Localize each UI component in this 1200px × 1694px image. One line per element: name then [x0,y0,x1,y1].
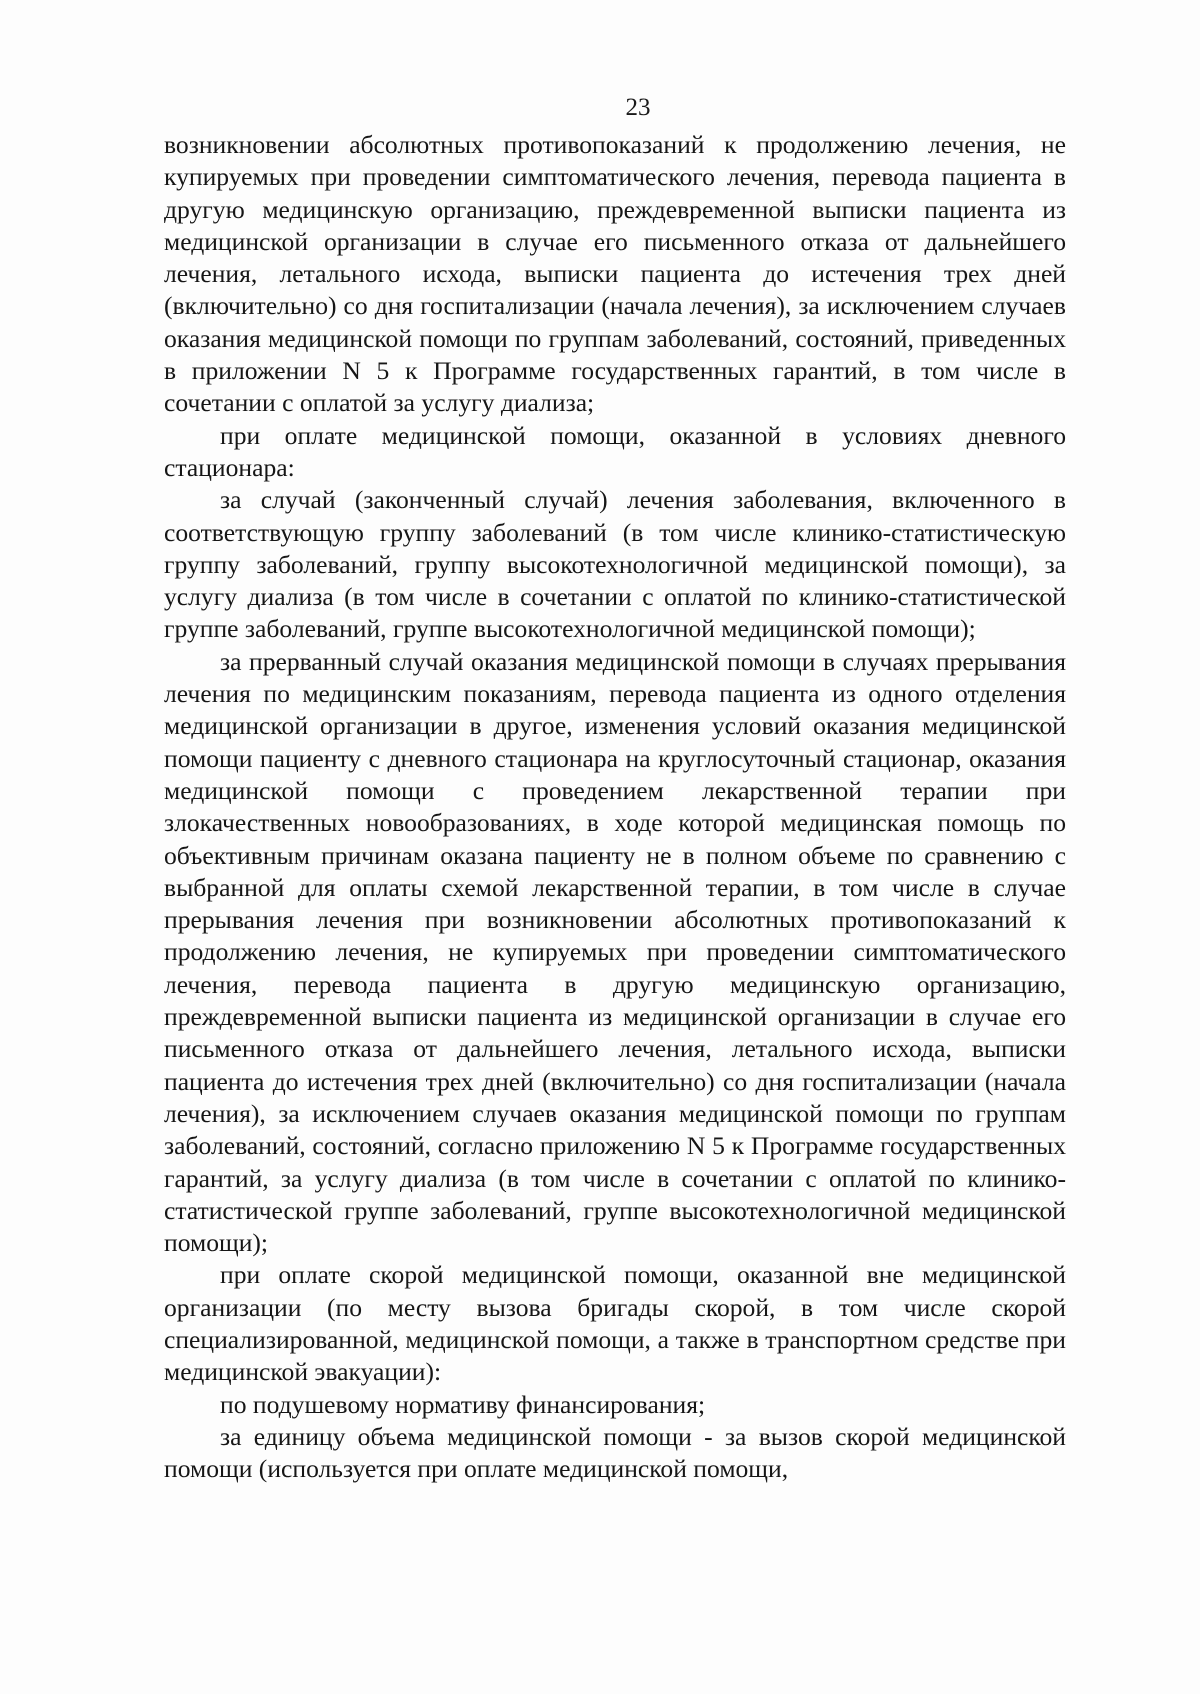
page-number: 23 [625,94,651,121]
document-body [164,129,1066,1485]
paragraph-per-capita: по подушевому нормативу финансирования; [220,1389,706,1419]
paragraph-continuation: возникновении абсолютных противопоказаний к продолжению лечения, не купируемых при проведении симптоматического лечения, перевода пациента в другую медицинскую организацию, преждевременной выписки пациента из медицинской организации в случае его письменного отказа от дальнейшего лечения, летального исхода, выписки пациента до истечения трех дней (включительно) со дня госпитализации (начала лечения), за исключением случаев оказания медицинской помощи по группам заболеваний, состояний, приведенных в приложении N 5 к Программе государственных гарантий, в том числе в сочетании с оплатой за услугу диализа; [164,130,1066,418]
paragraph-interrupted-case: за прерванный случай оказания медицинской помощи в случаях прерывания лечения по медицинским показаниям, перевода пациента из одного отделения медицинской организации в другое, изменения условий оказания медицинской помощи пациенту с дневного стационара на круглосуточный стационар, оказания медицинской помощи с проведением лекарственной терапии при злокачественных новообразованиях, в ходе которой медицинская помощь по объективным причинам оказана пациенту не в полном объеме по сравнению с выбранной для оплаты схемой лекарственной терапии, в том числе в случае прерывания лечения при возникновении абсолютных противопоказаний к продолжению лечения, не купируемых при проведении симптоматического лечения, перевода пациента в другую медицинскую организацию, преждевременной выписки пациента из медицинской организации в случае его письменного отказа от дальнейшего лечения, летального исхода, выписки пациента до истечения трех дней (включительно) со дня госпитализации (начала лечения), за исключением случаев оказания медицинской помощи по группам заболеваний, состояний, согласно приложению N 5 к Программе государственных гарантий, за услугу диализа (в том числе в сочетании с оплатой по клинико-статистической группе заболеваний, группе высокотехнологичной медицинской помощи); [164,646,1066,1258]
paragraph-completed-case: за случай (законченный случай) лечения заболевания, включенного в соответствующую группу заболеваний (в том числе клинико-статистическую группу заболеваний, группу высокотехнологичной медицинской помощи), за услугу диализа (в том числе в сочетании с оплатой по клинико-статистической группе заболеваний, группе высокотехнологичной медицинской помощи); [164,485,1066,644]
paragraph-day-hospital: при оплате медицинской помощи, оказанной в условиях дневного стационара: [164,420,1066,482]
paragraph-unit-volume: за единицу объема медицинской помощи - за вызов скорой медицинской помощи (используется при оплате медицинской помощи, [164,1421,1066,1484]
paragraph-emergency-care: при оплате скорой медицинской помощи, оказанной вне медицинской организации (по месту вызова бригады скорой, в том числе скорой специализированной, медицинской помощи, а также в транспортном средстве при медицинской эвакуации): [164,1260,1066,1387]
